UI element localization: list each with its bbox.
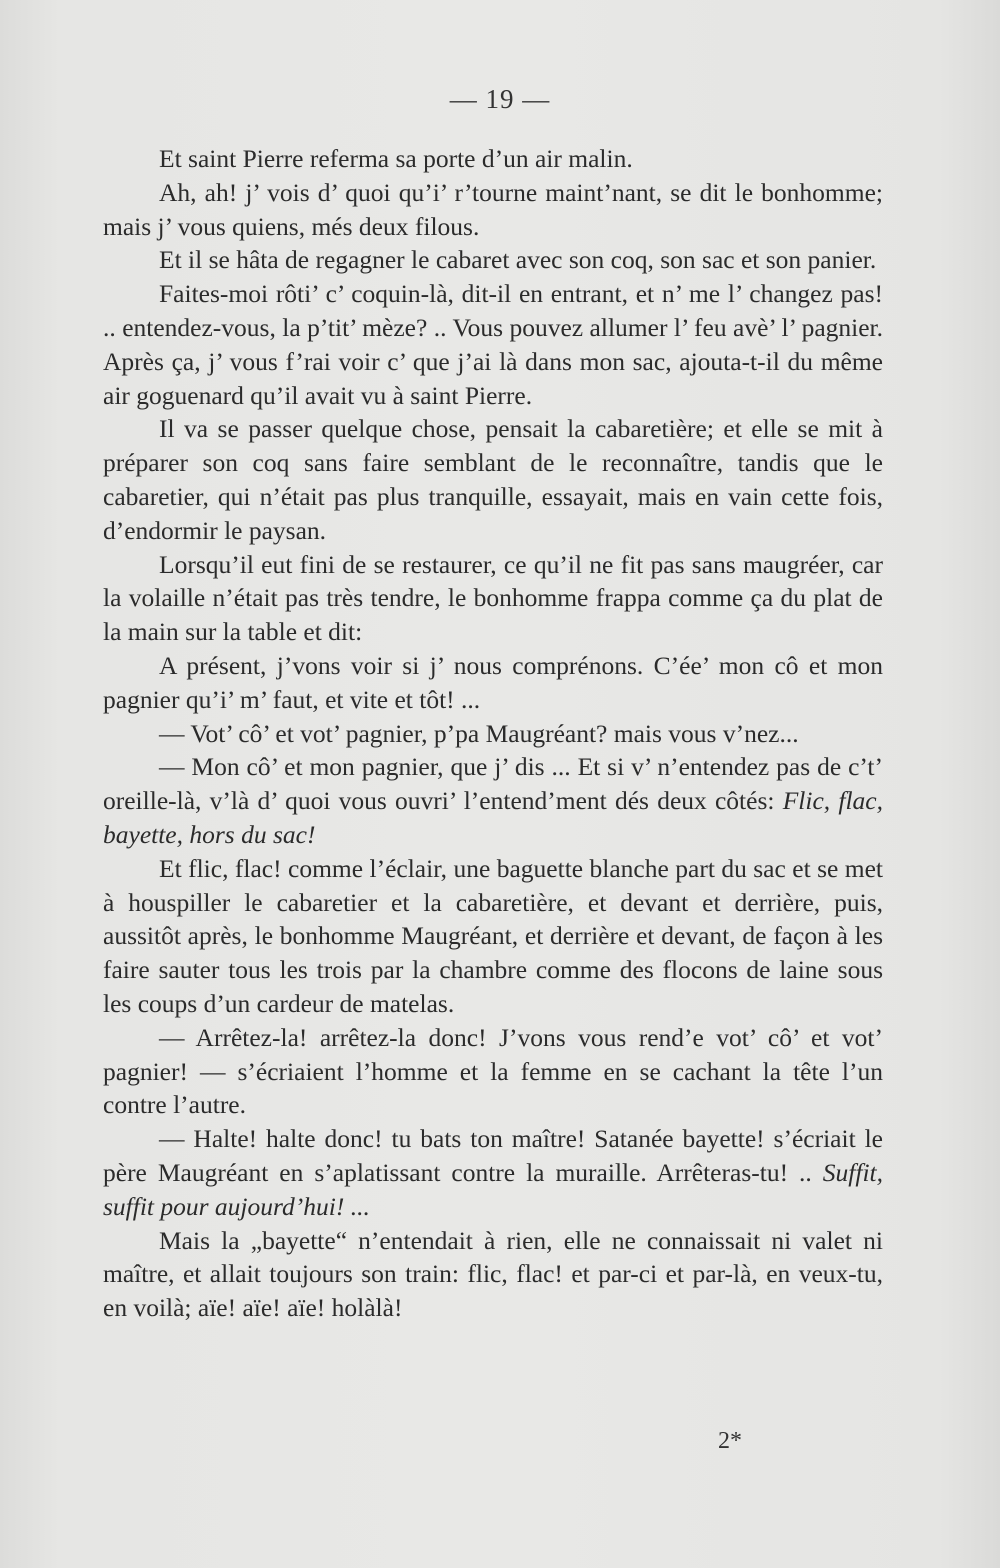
text-run: Et saint Pierre referma sa porte d’un air malin. — [159, 144, 633, 173]
paragraph — [103, 717, 883, 751]
text-run: — Mon cô’ et mon pagnier, que j’ dis ... Et si v’ n’entendez pas de c’t’ oreille-là, v’là d’ quoi vous ouvri’ l’entend’ment dés deux côtés: — [103, 752, 883, 816]
paragraph — [103, 412, 883, 547]
page-number: — 19 — — [449, 84, 551, 114]
italic-phrase: Suffit, suffit pour aujourd’hui! ... — [103, 1157, 883, 1221]
body-text — [103, 142, 883, 1325]
paragraph — [103, 1122, 883, 1223]
text-run: Il va se passer quelque chose, pensait la cabaretière; et elle se mit à préparer son coq sans faire semblant de le reconnaître, tandis que le cabaretier, qui n’était pas plus tranquille, essayait, mais en vain cette fois, d’endormir le paysan. — [103, 414, 883, 545]
paragraph — [103, 852, 883, 1021]
text-run: — Vot’ cô’ et vot’ pagnier, p’pa Maugréant? mais vous v’nez... — [159, 718, 799, 748]
paragraph — [103, 176, 883, 244]
text-run: Et flic, flac! comme l’éclair, une baguette blanche part du sac et se met à houspiller le cabaretier et la cabaretière, et devant et derrière, puis, aussitôt après, le bonhomme Maugréant, et derrière et devant, de façon à les faire sauter tous les trois par la chambre comme des flocons de laine sous les coups d’un cardeur de matelas. — [103, 853, 883, 1018]
text-run: Ah, ah! j’ vois d’ quoi qu’i’ r’tourne maint’nant, se dit le bonhomme; mais j’ vous quiens, més deux filous. — [103, 177, 883, 241]
text-run: Mais la „bayette“ n’entendait à rien, elle ne connaissait ni valet ni maître, et allait toujours son train: flic, flac! et par-ci et par-là, en veux-tu, en voilà; aïe! aïe! aïe! holàlà! — [103, 1225, 883, 1323]
text-run: — Arrêtez-la! arrêtez-la donc! J’vons vous rend’e vot’ cô’ et vot’ pagnier! — s’écriaient l’homme et la femme en se cachant la tête l’un contre l’autre. — [103, 1022, 883, 1120]
paragraph — [103, 548, 883, 649]
paragraph — [103, 750, 883, 851]
text-run: A présent, j’vons voir si j’ nous comprénons. C’ée’ mon cô et mon pagnier qu’i’ m’ faut, et vite et tôt! ... — [103, 650, 883, 714]
paragraph — [103, 142, 883, 176]
text-run: Faites-moi rôti’ c’ coquin-là, dit-il en entrant, et n’ me l’ changez pas! .. entendez-vous, la p’tit’ mèze? .. Vous pouvez allumer l’ feu avè’ l’ pagnier. Après ça, j’ vous f’rai voir c’ que j’ai là dans mon sac, ajouta-t-il du même air goguenard qu’il avait vu à saint Pierre. — [103, 279, 883, 410]
text-run: Et il se hâta de regagner le cabaret avec son coq, son sac et son panier. — [159, 245, 877, 275]
paragraph — [103, 1224, 883, 1325]
paragraph — [103, 277, 883, 412]
paragraph — [103, 649, 883, 717]
paragraph — [103, 1021, 883, 1122]
text-run: — Halte! halte donc! tu bats ton maître! Satanée bayette! s’écriait le père Maugréant en s’aplatissant contre la muraille. Arrêteras-tu! .. — [103, 1124, 883, 1187]
italic-phrase: Flic, flac, bayette, hors du sac! — [103, 786, 883, 849]
paragraph — [103, 243, 883, 277]
text-run: Lorsqu’il eut fini de se restaurer, ce qu’il ne fit pas sans maugréer, car la volaille n’était pas très tendre, le bonhomme frappa comme ça du plat de la main sur la table et dit: — [103, 549, 883, 647]
printer-signature: 2* — [718, 1428, 742, 1454]
